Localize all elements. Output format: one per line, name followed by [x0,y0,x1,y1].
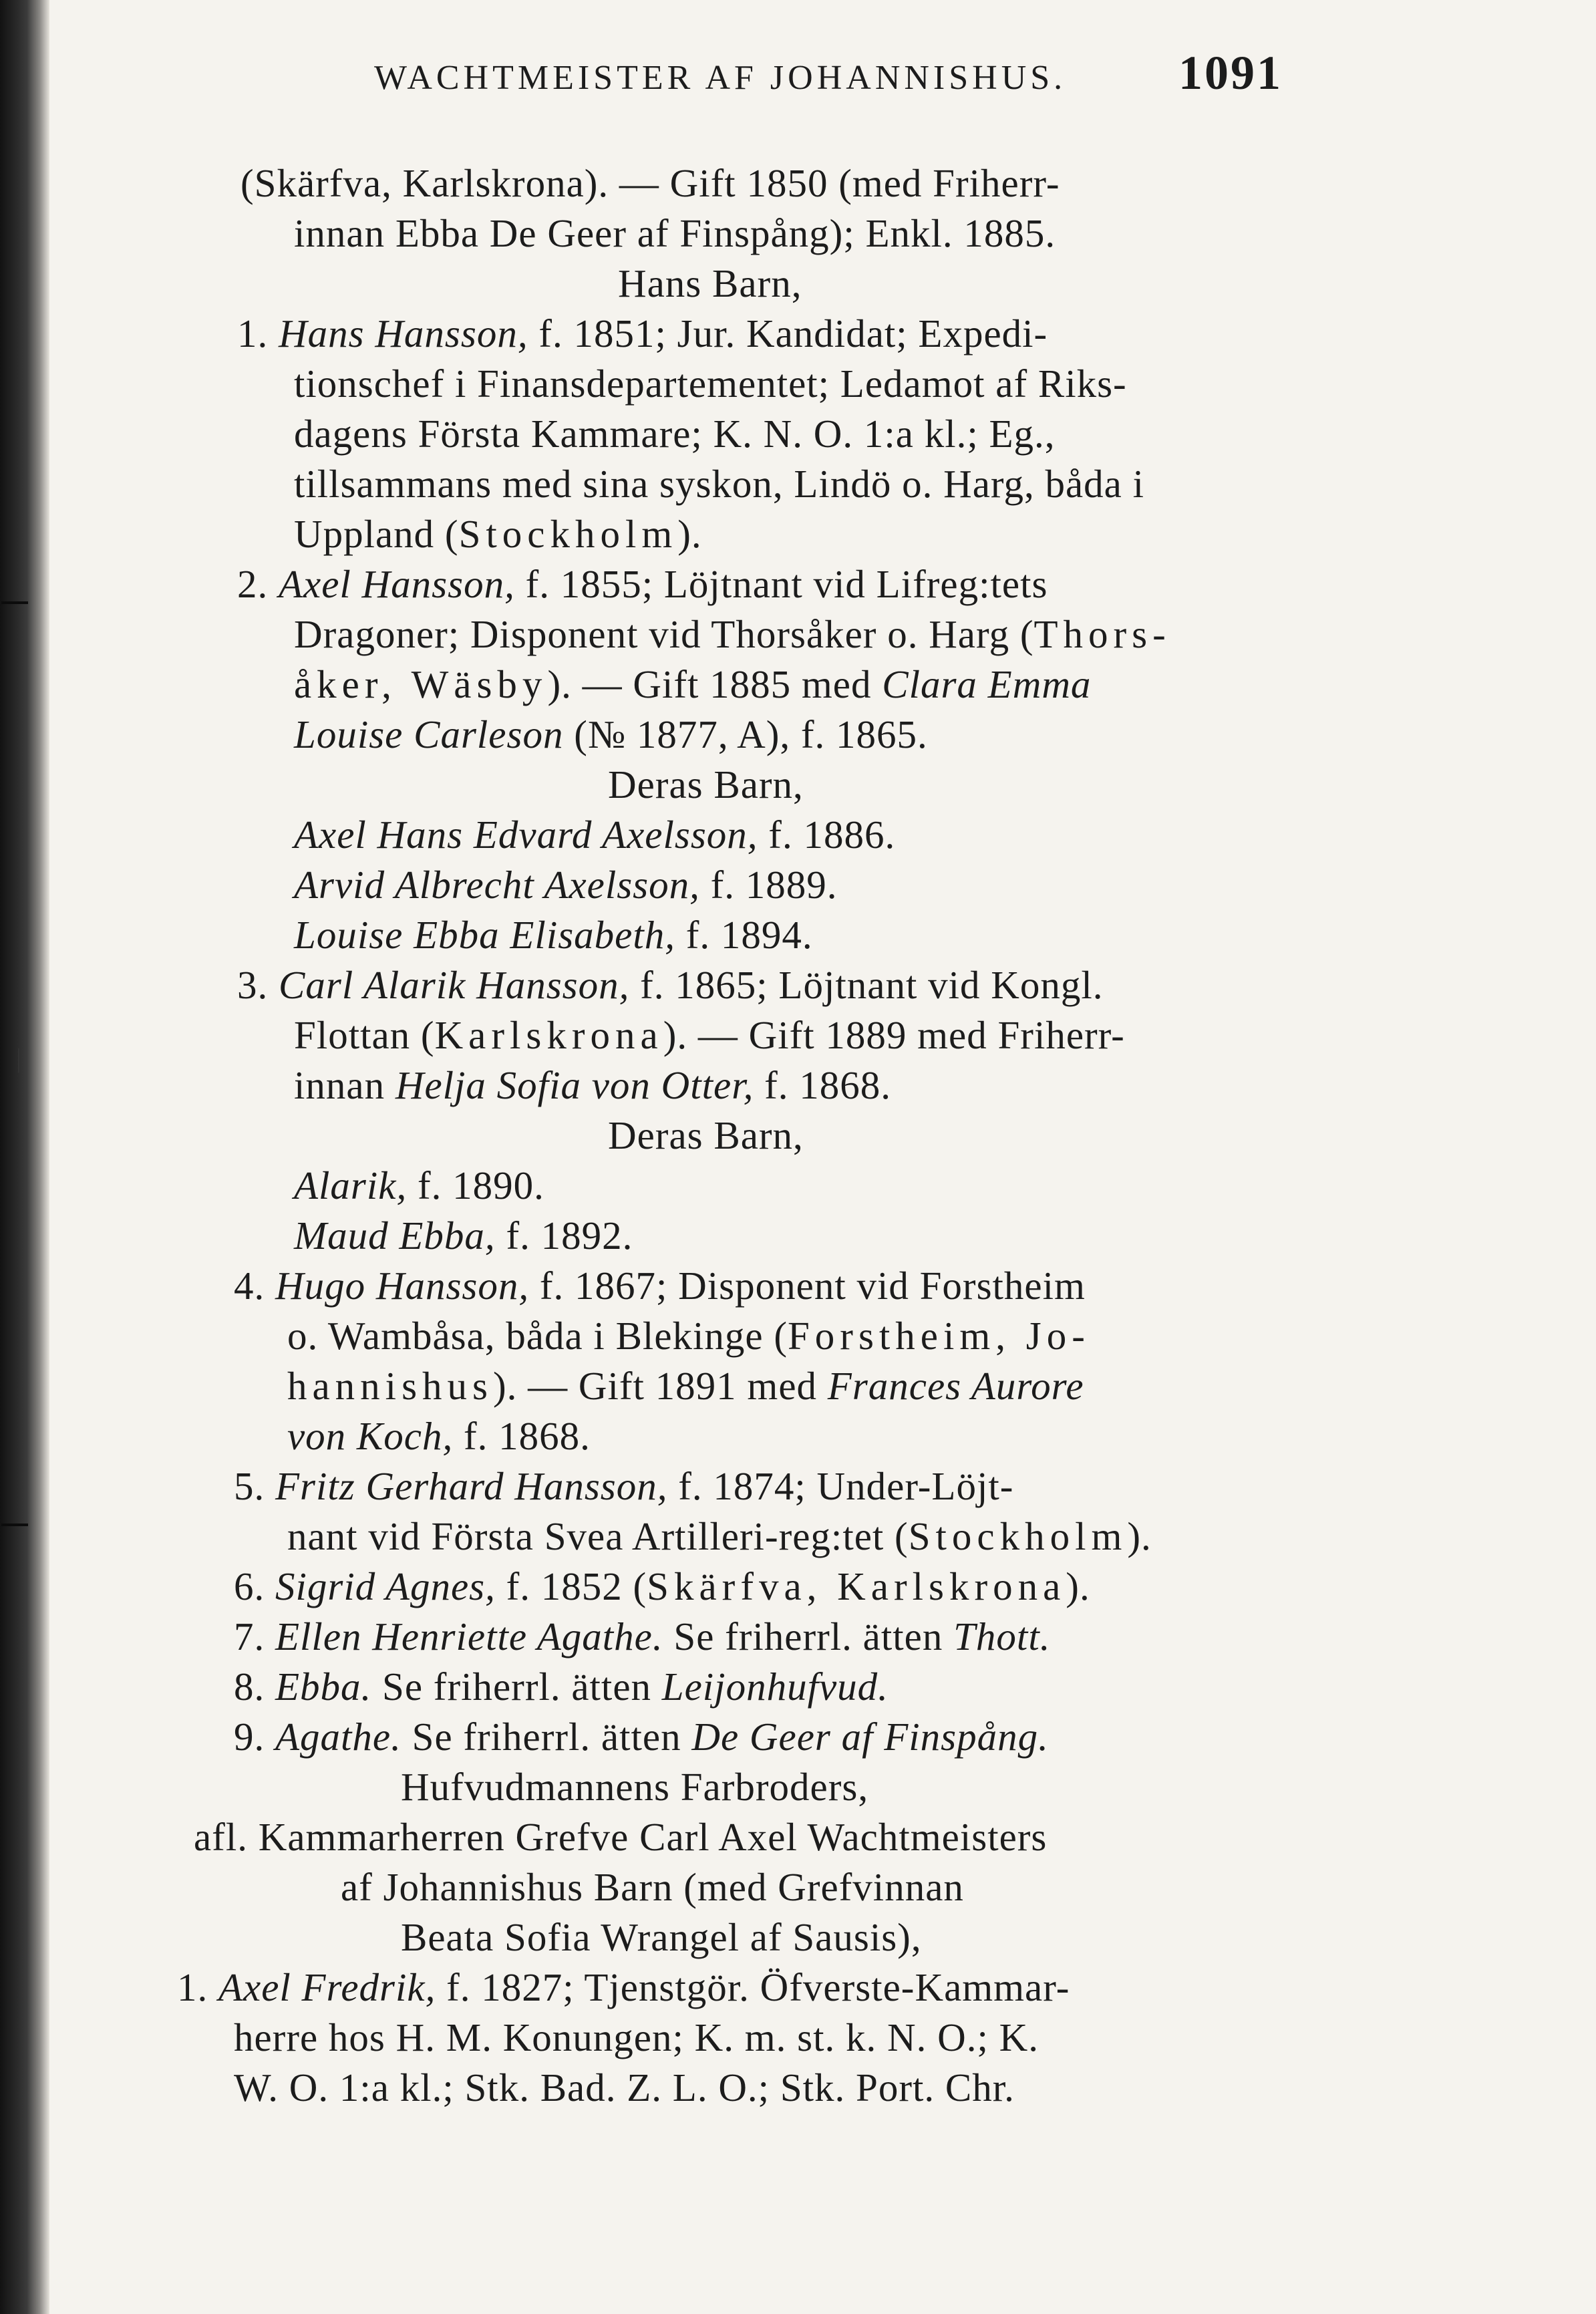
person-name: Carl Alarik Hansson, [279,963,630,1007]
place-name: Skärfva, Karlskrona [647,1564,1066,1608]
family-name: Leijonhufvud. [661,1665,889,1709]
text-run: ). — Gift 1885 med [547,662,883,706]
entry-number: 3. [237,963,269,1007]
child-line [294,915,813,955]
entry-line [234,1266,1086,1306]
entry-number: 2. [237,562,269,606]
text-run: f. 1868. [754,1063,892,1107]
person-name: Arvid Albrecht Axelsson, [294,863,700,907]
text-line [294,1013,1125,1057]
text-run: f. 1889. [699,863,838,907]
text-line: tionschef i Finansdepartementet; Ledamot af Riks- [294,361,1127,406]
running-header [374,45,1283,112]
person-name: Louise Ebba Elisabeth, [294,913,676,957]
child-line [294,865,838,905]
child-line [294,1213,633,1258]
text-run: Dragoner; Disponent vid Thorsåker o. Harg ( [294,612,1034,656]
book-spine-shadow [0,0,49,2314]
person-name: Hugo Hansson, [275,1264,530,1308]
place-name: Karlskrona [434,1013,663,1057]
child-line [294,1163,544,1207]
text-run: Se friherrl. ätten [663,1614,954,1658]
entry-line [237,963,1104,1007]
person-name: Sigrid Agnes, [275,1564,496,1608]
text-run: f. 1892. [495,1213,633,1258]
text-line [287,1316,1090,1356]
person-name: Alarik, [294,1163,408,1207]
text-line [294,512,702,556]
entry-number: 8. [234,1665,265,1709]
text-run: innan [294,1063,395,1107]
text-line: tillsammans med sina syskon, Lindö o. Harg, båda i [294,462,1145,506]
page-number: 1091 [1178,46,1283,100]
text-run: ). — Gift 1889 med Friherr- [663,1013,1125,1057]
entry-number: 9. [234,1715,265,1759]
person-name: Axel Hansson, [279,562,515,606]
person-name: Frances Aurore [827,1364,1084,1408]
text-run: o. Wambåsa, båda i Blekinge ( [287,1314,788,1358]
running-title: WACHTMEISTER AF JOHANNISHUS. [374,59,1067,97]
text-line [294,712,928,756]
entry-text: f. 1855; Löjtnant vid Lifreg:tets [514,562,1048,606]
section-heading: Beata Sofia Wrangel af Sausis), [401,1915,922,1959]
text-run: f. 1868. [453,1414,591,1458]
person-name: Ellen Henriette Agathe. [275,1614,663,1658]
entry-text: f. 1851; Jur. Kandidat; Expedi- [528,311,1048,355]
text-run: Se friherrl. ätten [401,1715,692,1759]
person-name: von Koch, [287,1414,454,1458]
entry-line [234,1464,1014,1508]
entry-number: 1. [177,1965,208,2009]
place-name: Stockholm [458,512,678,556]
entry-number: 6. [234,1564,265,1608]
text-run: ). [1127,1514,1152,1558]
text-run: f. 1894. [675,913,813,957]
text-run: ). [677,512,702,556]
spine-mark [1,601,28,604]
entry-line [177,1965,1070,2009]
text-run: Uppland ( [294,512,459,556]
section-heading: afl. Kammarherren Grefve Carl Axel Wachtmeisters [194,1815,1048,1859]
entry-number: 1. [237,311,269,355]
text-line [294,662,1092,706]
section-heading: Hufvudmannens Farbroders, [401,1765,869,1809]
person-name: Maud Ebba, [294,1213,496,1258]
margin-mark: | [16,1043,22,1073]
person-name: Axel Fredrik, [218,1965,436,2009]
text-run: f. 1890. [407,1163,544,1207]
place-name: Stockholm [908,1514,1128,1558]
person-name: Fritz Gerhard Hansson, [275,1464,668,1508]
text-line: W. O. 1:a kl.; Stk. Bad. Z. L. O.; Stk. Port. Chr. [234,2065,1015,2110]
text-line [287,1514,1152,1558]
entry-line [237,311,1048,355]
text-line: innan Ebba De Geer af Finspång); Enkl. 1885. [294,211,1056,255]
family-name: De Geer af Finspång. [691,1715,1049,1759]
place-name: Forstheim, Jo- [787,1314,1090,1358]
entry-line [234,1564,1090,1608]
entry-number: 5. [234,1464,265,1508]
section-heading: Deras Barn, [608,762,804,807]
text-run: (№ 1877, A), f. 1865. [563,712,928,756]
text-line [294,612,1171,656]
text-line: (Skärfva, Karlskrona). — Gift 1850 (med Friherr- [241,161,1060,205]
entry-text: f. 1865; Löjtnant vid Kongl. [629,963,1104,1007]
person-name: Louise Carleson [294,712,564,756]
child-line [294,815,895,855]
entry-text: f. 1827; Tjenstgör. Öfverste-Kammar- [436,1965,1070,2009]
person-name: Axel Hans Edvard Axelsson, [294,813,758,857]
text-line: herre hos H. M. Konungen; K. m. st. k. N. O.; K. [234,2015,1039,2059]
entry-line [234,1717,1049,1757]
text-run: ). [1066,1564,1090,1608]
section-heading: Deras Barn, [608,1113,804,1157]
text-line [287,1414,591,1458]
entry-text: f. 1867; Disponent vid Forstheim [529,1264,1086,1308]
entry-line [234,1614,1051,1658]
text-run: f. 1886. [758,813,896,857]
person-name: Agathe. [275,1715,402,1759]
person-name: Hans Hansson, [279,311,528,355]
person-name: Helja Sofia von Otter, [395,1063,754,1107]
place-name: Thors- [1033,612,1171,656]
entry-number: 4. [234,1264,265,1308]
text-line: dagens Första Kammare; K. N. O. 1:a kl.; Eg., [294,412,1056,456]
person-name: Ebba. [275,1665,372,1709]
text-run: f. 1852 ( [495,1564,647,1608]
text-run: Flottan ( [294,1013,435,1057]
entry-text: f. 1874; Under-Löjt- [667,1464,1014,1508]
entry-line [237,562,1048,606]
text-run: Se friherrl. ätten [371,1665,662,1709]
spine-mark [1,1524,28,1526]
family-name: Thott. [953,1614,1051,1658]
section-heading: Hans Barn, [618,261,802,305]
place-name: åker, Wäsby [294,662,548,706]
entry-line [234,1667,889,1707]
text-run: nant vid Första Svea Artilleri-reg:tet ( [287,1514,909,1558]
text-run: ). — Gift 1891 med [493,1364,828,1408]
text-line [287,1366,1084,1406]
section-heading: af Johannishus Barn (med Grefvinnan [341,1865,964,1909]
place-name: hannishus [287,1364,493,1408]
person-name: Clara Emma [882,662,1092,706]
entry-number: 7. [234,1614,265,1658]
text-line [294,1063,892,1107]
